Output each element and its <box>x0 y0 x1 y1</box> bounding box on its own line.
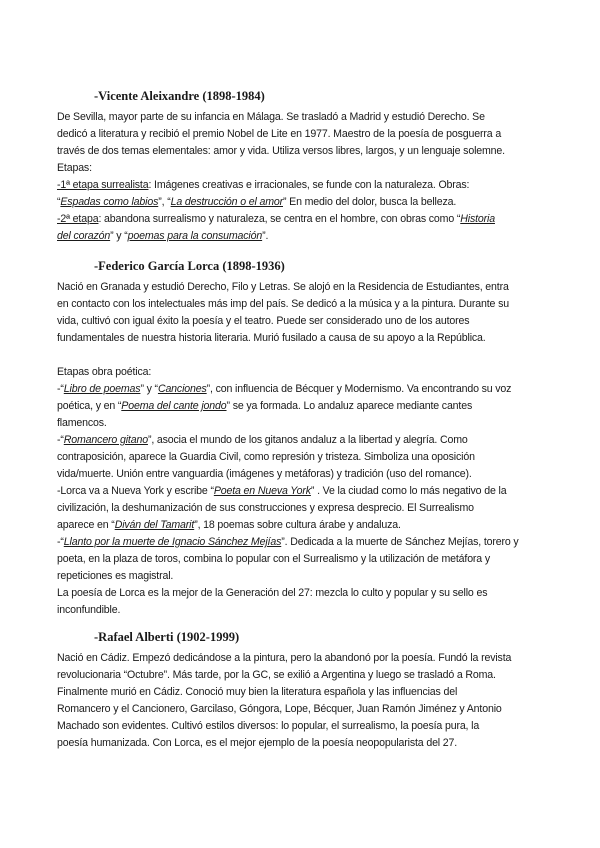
paragraph-line: Nació en Granada y estudió Derecho, Filo y Letras. Se alojó en la Residencia de Estudiantes, entra <box>57 281 509 293</box>
quote: -“ <box>57 536 64 548</box>
etapa-1-label: -1ª etapa surrealista <box>57 179 149 191</box>
quote: ”, “ <box>158 196 171 208</box>
paragraph-line: través de dos temas elementales: amor y vida. Utiliza versos libres, largos, y un lenguaje solemne. <box>57 145 505 157</box>
paragraph-line: Machado son evidentes. Cultivó estilos diversos: lo popular, el surrealismo, la poesía pura, la <box>57 720 480 732</box>
etapa-text: ” . Ve la ciudad como lo más negativo de la <box>310 485 507 497</box>
etapa-text: ”, con influencia de Bécquer y Modernismo. Va encontrando su voz <box>206 383 512 395</box>
paragraph-line: revolucionaria “Octubre”. Más tarde, por la GC, se exilió a Argentina y luego se trasladó a Roma. <box>57 669 496 681</box>
paragraph-line: poesía humanizada. Con Lorca, es el mejor ejemplo de la poesía neopopularista del 27. <box>57 737 458 749</box>
etapa-2-works-line <box>57 228 557 245</box>
work-title: Romancero gitano <box>63 434 148 446</box>
heading-federico-garcia-lorca: -Federico García Lorca (1898-1936) <box>94 259 285 273</box>
heading-vicente-aleixandre: -Vicente Aleixandre (1898-1984) <box>94 89 265 103</box>
etapa-1-text: : Imágenes creativas e irracionales, se funde con la naturaleza. Obras: <box>148 179 470 191</box>
etapa-2-label: -2ª etapa <box>57 213 99 225</box>
work-title: Libro de poemas <box>63 383 141 395</box>
quote: ”. <box>262 230 269 242</box>
etapa-line <box>57 517 557 534</box>
paragraph-line: Finalmente murió en Cádiz. Conoció muy bien la literatura española y las influencias del <box>57 686 458 698</box>
etapa-line <box>57 483 557 500</box>
etapa-line <box>57 398 557 415</box>
etapa-2-text: : abandona surrealismo y naturaleza, se centra en el hombre, con obras como “ <box>98 213 461 225</box>
paragraph-line: vida, cultivó con igual éxito la poesía y el teatro. Puede ser considerado uno de los autores <box>57 315 470 327</box>
quote: -“ <box>57 383 64 395</box>
etapa-2-line <box>57 211 557 228</box>
etapa-1-tail: ” En medio del dolor, busca la belleza. <box>283 196 457 208</box>
conclusion-line: La poesía de Lorca es la mejor de la Generación del 27: mezcla lo culto y popular y su sello es <box>57 587 488 599</box>
quote: ” y “ <box>140 383 158 395</box>
quote: “ <box>57 196 61 208</box>
etapa-line: vida/muerte. Unión entre vanguardia (imágenes y metáforas) y tradición (uso del romance). <box>57 468 472 480</box>
etapa-line: poeta, en la plaza de toros, combina lo popular con el Surrealismo y la utilización de metáfora y <box>57 553 490 565</box>
etapa-1-line <box>57 177 557 194</box>
etapa-line <box>57 381 557 398</box>
work-title: Espadas como labios <box>60 196 159 208</box>
etapa-line: repeticiones es magistral. <box>57 570 174 582</box>
work-title: del corazón <box>57 230 111 242</box>
etapa-text: -Lorca va a Nueva York y escribe “ <box>57 485 214 497</box>
heading-rafael-alberti: -Rafael Alberti (1902-1999) <box>94 630 240 644</box>
etapa-text: aparece en “ <box>57 519 115 531</box>
work-title: Canciones <box>157 383 207 395</box>
etapa-text: ”, asocia el mundo de los gitanos andaluz a la libertad y alegría. Como <box>147 434 468 446</box>
blank-line <box>57 347 557 364</box>
work-title: Llanto por la muerte de Ignacio Sánchez Mejías <box>63 536 282 548</box>
etapas-label: Etapas obra poética: <box>57 366 152 378</box>
section-vicente-aleixandre <box>57 89 557 245</box>
etapa-line <box>57 432 557 449</box>
paragraph-line: De Sevilla, mayor parte de su infancia en Málaga. Se trasladó a Madrid y estudió Derecho. Se <box>57 111 485 123</box>
conclusion-line: inconfundible. <box>57 604 121 616</box>
etapa-text: ” se ya formada. Lo andaluz aparece mediante cantes <box>226 400 473 412</box>
paragraph-line: dedicó a literatura y recibió el premio Nobel de Lite en 1977. Maestro de la poesía de posguerra a <box>57 128 502 140</box>
section-federico-garcia-lorca <box>57 259 557 619</box>
work-title: La destrucción o el amor <box>170 196 283 208</box>
etapa-line <box>57 534 557 551</box>
paragraph-line: Nació en Cádiz. Empezó dedicándose a la pintura, pero la abandonó por la poesía. Fundó la revista <box>57 652 512 664</box>
work-title: Diván del Tamarit <box>114 519 195 531</box>
etapas-label: Etapas: <box>57 162 92 174</box>
etapa-line: civilización, la deshumanización de sus construcciones y expresa desprecio. El Surrealismo <box>57 502 474 514</box>
etapa-text: poética, y en “ <box>57 400 122 412</box>
etapa-1-works-line <box>57 194 557 211</box>
quote: ” y “ <box>110 230 128 242</box>
paragraph-line: Romancero y el Cancionero, Garcilaso, Góngora, Lope, Bécquer, Juan Ramón Jiménez y Antonio <box>57 703 502 715</box>
etapa-text: ”. Dedicada a la muerte de Sánchez Mejías, torero y <box>281 536 519 548</box>
section-rafael-alberti <box>57 630 557 752</box>
etapa-line: contraposición, aparece la Guardia Civil, como represión y tristeza. Simboliza una oposición <box>57 451 475 463</box>
paragraph-line: fundamentales de nuestra historia literaria. Murió fusilado a causa de su apoyo a la República. <box>57 332 486 344</box>
work-title: poemas para la consumación <box>127 230 263 242</box>
paragraph-line: en contacto con los intelectuales más imp del país. Se dedicó a la música y a la pintura. Durante su <box>57 298 509 310</box>
work-title: Historia <box>460 213 495 225</box>
etapa-line: flamencos. <box>57 417 107 429</box>
quote: -“ <box>57 434 64 446</box>
work-title: Poema del cante jondo <box>121 400 227 412</box>
etapa-text: ”, 18 poemas sobre cultura árabe y andaluza. <box>194 519 401 531</box>
work-title: Poeta en Nueva York <box>213 485 311 497</box>
